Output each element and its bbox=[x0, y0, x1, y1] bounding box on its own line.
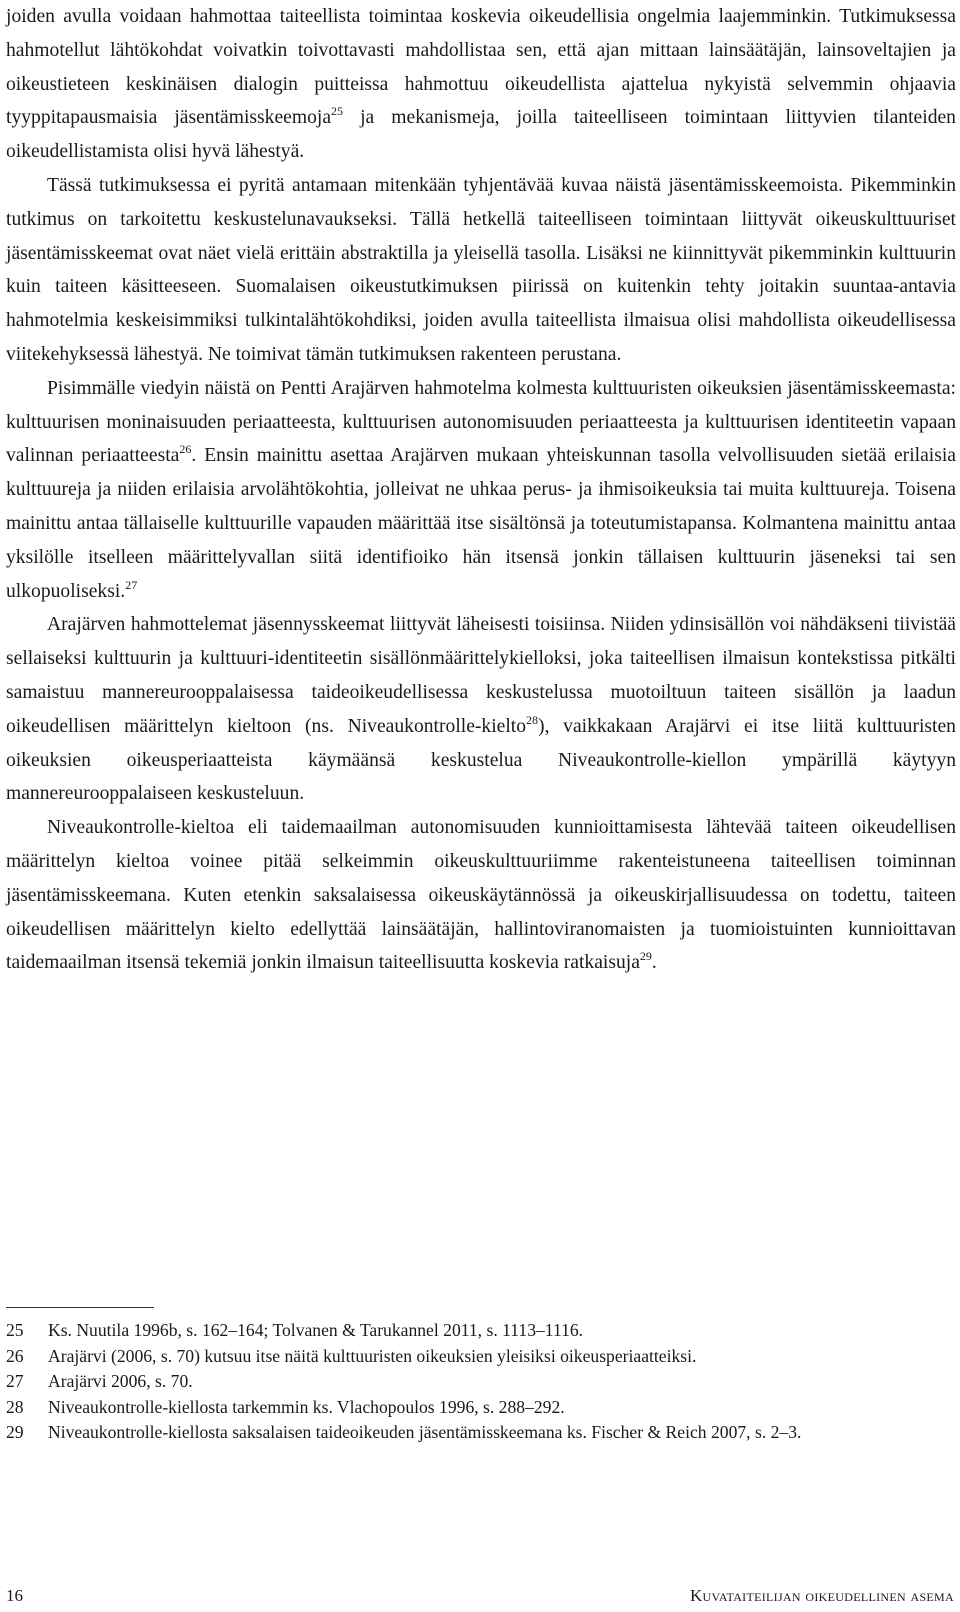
paragraph-text: Niveaukontrolle-kieltoa eli taidemaailman autonomisuuden kunnioittamisesta lähtevää taiteen oikeudellisen määrittelyn kieltoa voinee pitää selkeimmin oikeuskulttuuriimme rakenteistuneena taiteellisen toiminnan jäsentämisskeemana. Kuten etenkin saksalaisessa oikeuskäytännössä ja oikeuskirjallisuudessa on todettu, taiteen oikeudellisen määrittelyn kielto edellyttää lainsäätäjän, hallintoviranomaisten ja tuomioistuinten kunnioittavan taidemaailman itsensä tekemiä jonkin ilmaisun taiteellisuutta koskevia ratkaisuja bbox=[6, 817, 956, 974]
footnote-number: 27 bbox=[6, 1371, 24, 1391]
paragraph-4 bbox=[6, 608, 956, 811]
footnote-text: Arajärvi 2006, s. 70. bbox=[48, 1371, 193, 1391]
footnote-27 bbox=[6, 1369, 956, 1395]
footnote-marker: 26 bbox=[179, 442, 192, 457]
paragraph-text: joiden avulla voidaan hahmottaa taiteellista toimintaa koskevia oikeudellisia ongelmia laajemminkin. Tutkimuksessa hahmotellut lähtökohdat voivatkin toivottavasti mahdollistaa sen, että ajan mittaan lainsäätäjän, lainsoveltajien ja oikeustieteen keskinäisen dialogin puitteissa hahmottuu oikeudellista ajattelua nykyistä selvemmin ohjaavia tyyppitapausmaisia jäsentämisskeemoja bbox=[6, 6, 956, 129]
footnote-29 bbox=[6, 1420, 956, 1446]
running-head: Kuvataiteilijan oikeudellinen asema bbox=[689, 1586, 954, 1605]
paragraph-text: . Ensin mainittu asettaa Arajärven mukaan yhteiskunnan tasolla velvollisuuden sietää erilaisia kulttuureja ja niiden erilaisia arvolähtökohtia, jolleivat ne uhkaa perus- ja ihmisoikeuksia tai muita kulttuureja. Toisena mainittu antaa tällaiselle kulttuurille vapauden määrittää itse sisältönsä ja toteutumistapansa. Kolmantena mainittu antaa yksilölle itselleen määrittelyvallan siitä identifioiko hän itsensä jonkin tällaisen kulttuurin jäseneksi tai sen ulkopuoliseksi. bbox=[6, 445, 956, 602]
paragraph-text: Pisimmälle viedyin näistä on Pentti Arajärven hahmotelma kolmesta kulttuuristen oikeuksien jäsentämisskeemasta: kulttuurisen moninaisuuden periaatteesta, kulttuurisen autonomisuuden periaatteesta ja kulttuurisen identiteetin vapaan valinnan periaatteesta bbox=[6, 377, 956, 467]
paragraph-text: ), vaikkakaan Arajärvi ei itse liitä kulttuuristen oikeuksien oikeusperiaatteista käymäänsä keskustelua Niveaukontrolle-kiellon ympärillä käytyyn mannereurooppalaiseen keskusteluun. bbox=[6, 715, 956, 805]
footnote-marker: 27 bbox=[125, 577, 138, 592]
footnote-28 bbox=[6, 1395, 956, 1421]
paragraph-text: Tässä tutkimuksessa ei pyritä antamaan mitenkään tyhjentävää kuvaa näistä jäsentämisskeemoista. Pikemminkin tutkimus on tarkoitettu keskustelunavaukseksi. Tällä hetkellä taiteelliseen toimintaan liittyvät oikeuskulttuuriset jäsentämisskeemat ovat näet vielä erittäin abstraktilla ja yleisellä tasolla. Lisäksi ne kiinnittyvät pikemminkin kulttuurin kuin taiteen käsitteeseen. Suomalaisen oikeustutkimuksen piirissä on kuitenkin tehty joitakin suuntaa-antavia hahmotelmia keskeisimmiksi tulkintalähtökohdiksi, joiden avulla taiteellista ilmaisua olisi mahdollista oikeudellisessa viitekehyksessä lähestyä. Ne toimivat tämän tutkimuksen rakenteen perustana. bbox=[6, 174, 956, 365]
footnote-text: Arajärvi (2006, s. 70) kutsuu itse näitä kulttuuristen oikeuksien yleisiksi oikeusperiaatteiksi. bbox=[48, 1345, 697, 1366]
page-number: 16 bbox=[6, 1586, 23, 1605]
footnote-26 bbox=[6, 1344, 956, 1370]
footnote-text: Ks. Nuutila 1996b, s. 162–164; Tolvanen & Tarukannel 2011, s. 1113–1116. bbox=[48, 1320, 584, 1340]
paragraph-1 bbox=[6, 0, 956, 169]
footnote-marker: 25 bbox=[331, 104, 344, 119]
footnote-text: Niveaukontrolle-kiellosta tarkemmin ks. Vlachopoulos 1996, s. 288–292. bbox=[48, 1396, 565, 1417]
paragraph-text: ja mekanismeja, joilla taiteelliseen toimintaan liittyvien tilanteiden oikeudellistamista olisi hyvä lähestyä. bbox=[6, 107, 956, 163]
paragraph-text: Arajärven hahmottelemat jäsennysskeemat liittyvät läheisesti toisiinsa. Niiden ydinsisällön voi nähdäkseni tiivistää sellaiseksi kulttuurin ja kulttuuri-identiteetin sisällönmäärittelykielloksi, joka taiteellisen ilmaisun kontekstissa pitkälti samaistuu mannereurooppalaisessa taideoikeudellisessa keskustelussa muotoiltuun taiteen sisällön ja laadun oikeudellisen määrittelyn kieltoon (ns. Niveaukontrolle-kielto bbox=[6, 614, 956, 737]
paragraph-5 bbox=[6, 811, 956, 980]
footnote-number: 25 bbox=[6, 1320, 24, 1340]
footnote-number: 28 bbox=[6, 1396, 24, 1417]
footnote-separator bbox=[6, 1307, 154, 1308]
footnote-number: 26 bbox=[6, 1345, 24, 1366]
footnote-marker: 29 bbox=[639, 949, 652, 964]
paragraph-3 bbox=[6, 372, 956, 609]
paragraph-2 bbox=[6, 169, 956, 372]
main-text bbox=[6, 0, 956, 980]
footnote-text: Niveaukontrolle-kiellosta saksalaisen taideoikeuden jäsentämisskeemana ks. Fischer & Reich 2007, s. 2–3. bbox=[48, 1422, 802, 1442]
paragraph-text: . bbox=[651, 952, 657, 974]
footnote-marker: 28 bbox=[526, 712, 539, 727]
footnotes bbox=[6, 1318, 956, 1446]
footnote-number: 29 bbox=[6, 1422, 24, 1442]
footnote-25 bbox=[6, 1318, 956, 1344]
